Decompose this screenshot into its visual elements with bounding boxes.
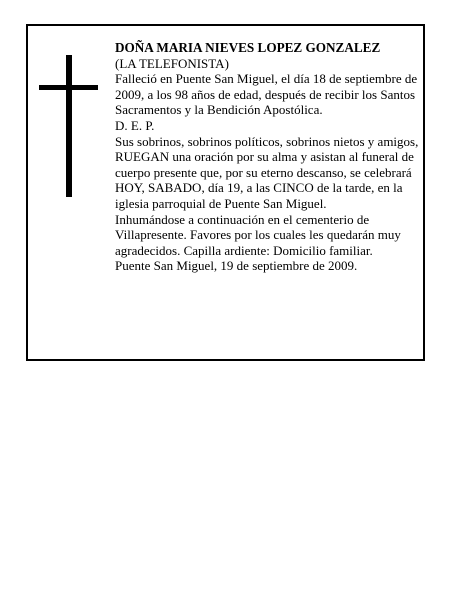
death-announcement: Falleció en Puente San Miguel, el día 18 de septiembre de 2009, a los 98 años de edad, después de recibir los Santos Sacramentos y la Bendición Apostólica. — [115, 71, 418, 118]
deceased-name: DOÑA MARIA NIEVES LOPEZ GONZALEZ — [115, 40, 381, 55]
cross-vertical-bar — [66, 55, 72, 197]
obituary-notice — [26, 24, 425, 361]
burial-info: Inhumándose a continuación en el cementerio de Villapresente. Favores por los cuales les quedarán muy agradecidos. Capilla ardiente: Domicilio familiar. — [115, 211, 401, 258]
place-date: Puente San Miguel, 19 de septiembre de 2009. — [115, 258, 358, 274]
obituary-text — [115, 40, 423, 274]
rip-line: D. E. P. — [115, 117, 155, 133]
deceased-nickname: (LA TELEFONISTA) — [115, 55, 229, 71]
funeral-request: RUEGAN una oración por su alma y asistan al funeral de cuerpo presente que, por su eterno descanso, se celebrará HOY, SABADO, día 19, a las CINCO de la tarde, en la iglesia parroquial de Puente San Miguel. — [115, 149, 414, 211]
cross-horizontal-bar — [39, 85, 98, 90]
family-line: Sus sobrinos, sobrinos políticos, sobrinos nietos y amigos, — [115, 133, 419, 149]
